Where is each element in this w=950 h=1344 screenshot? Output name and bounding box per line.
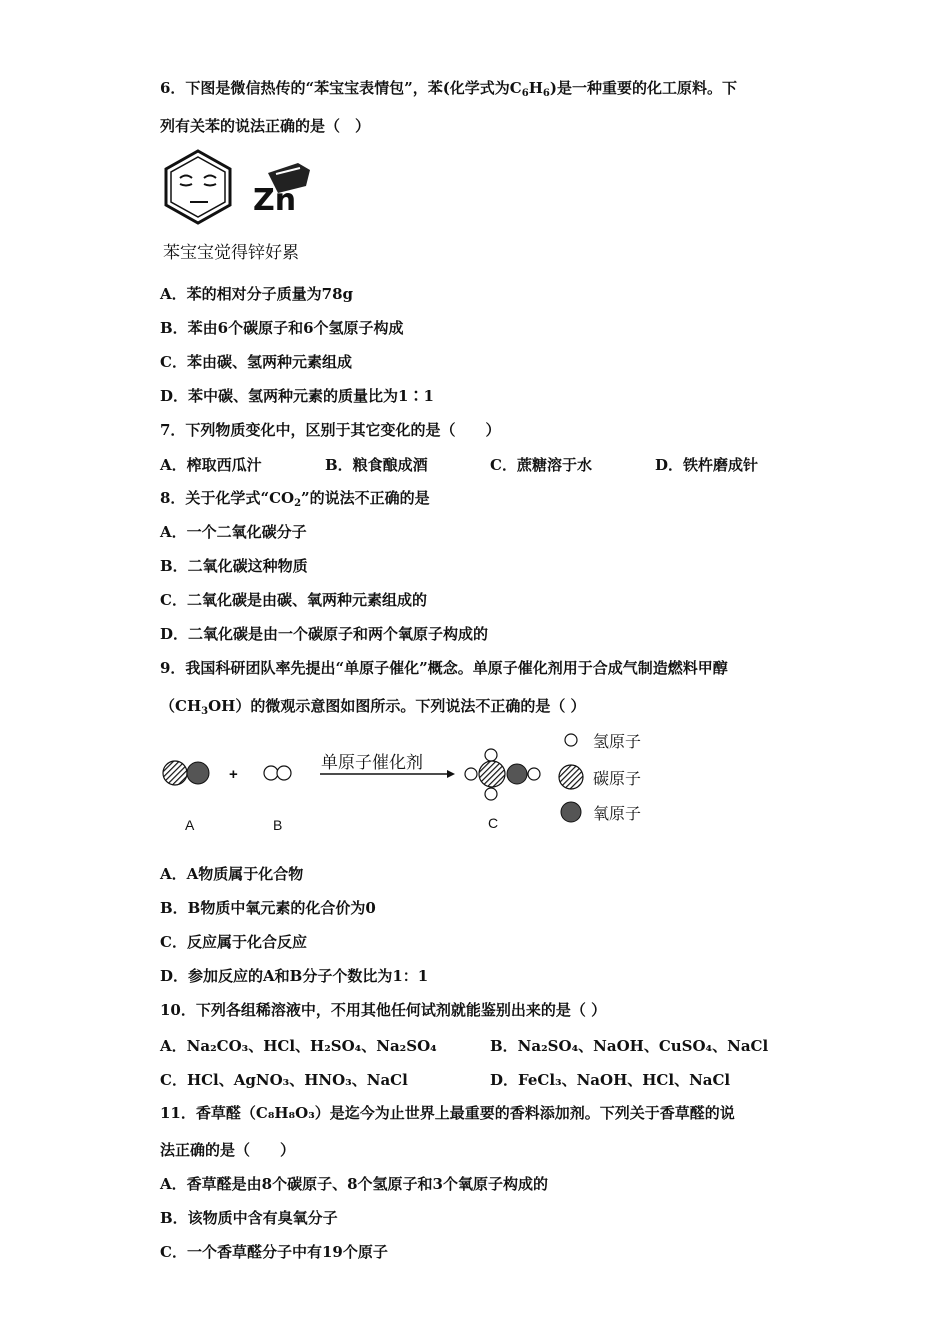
q11-option-a: A．香草醛是由8个碳原子、8个氢原子和3个氧原子构成的 bbox=[160, 1175, 548, 1193]
q11-stem-line1: 11．香草醛（C₈H₈O₃）是迄今为止世界上最重要的香料添加剂。下列关于香草醛的说 bbox=[160, 1104, 735, 1122]
q7-option-d: D．铁杵磨成针 bbox=[655, 456, 759, 474]
q7-option-c: C．蔗糖溶于水 bbox=[490, 456, 592, 474]
q8-option-d: D．二氧化碳是由一个碳原子和两个氧原子构成的 bbox=[160, 625, 489, 643]
q10-option-d: D．FeCl₃、NaOH、HCl、NaCl bbox=[490, 1071, 731, 1089]
q9-stem-line2: $(CH_3OH)$的微观示意图如图所示。下列说法不正确的是（ ） bbox=[160, 697, 586, 717]
reaction-diagram bbox=[155, 728, 675, 838]
molecule-c bbox=[465, 749, 540, 800]
q9-option-c: C．反应属于化合反应 bbox=[160, 933, 307, 951]
q10-option-b: B．Na₂SO₄、NaOH、CuSO₄、NaCl bbox=[490, 1037, 769, 1055]
legend bbox=[559, 732, 641, 823]
q8-option-b: B．二氧化碳这种物质 bbox=[160, 557, 308, 575]
benzene-meme-image bbox=[158, 148, 328, 240]
q6-formula: $C_6H_6$ bbox=[509, 79, 550, 99]
q8-stem: 8．关于化学式“$CO_2$”的说法不正确的是 bbox=[160, 489, 430, 509]
plus-sign: + bbox=[229, 766, 238, 783]
meme-caption: 苯宝宝觉得锌好累 bbox=[163, 243, 299, 263]
legend-hydrogen-icon bbox=[565, 734, 577, 746]
q10-option-c: C．HCl、AgNO₃、HNO₃、NaCl bbox=[160, 1071, 408, 1089]
legend-oxygen-label: 氧原子 bbox=[593, 804, 642, 823]
q11-option-b: B．该物质中含有臭氧分子 bbox=[160, 1209, 338, 1227]
q11-option-c: C．一个香草醛分子中有19个原子 bbox=[160, 1243, 388, 1261]
q8-option-a: A．一个二氧化碳分子 bbox=[160, 523, 307, 541]
q6-option-d: D．苯中碳、氢两种元素的质量比为1∶1 bbox=[160, 387, 434, 405]
legend-carbon-icon bbox=[559, 765, 583, 789]
label-c: C bbox=[488, 815, 499, 831]
arrow-label: 单原子催化剂 bbox=[321, 753, 423, 773]
q10-stem: 10．下列各组稀溶液中，不用其他任何试剂就能鉴别出来的是（ ） bbox=[160, 1001, 607, 1019]
q6-stem-line1 bbox=[160, 78, 737, 98]
q7-options bbox=[0, 454, 950, 476]
zinc-bed-icon bbox=[253, 163, 310, 218]
q10-options-row1 bbox=[0, 1035, 950, 1057]
q9-option-b: B．B物质中氧元素的化合价为0 bbox=[160, 899, 376, 917]
q6-option-a: A．苯的相对分子质量为78g bbox=[160, 285, 354, 303]
q9-option-d: D．参加反应的A和B分子个数比为1：1 bbox=[160, 967, 429, 985]
svg-text:Zn: Zn bbox=[253, 183, 297, 218]
q6-stem-part-b: )是一种重要的化工原料。下 bbox=[549, 79, 737, 97]
q6-stem-part-a: 6．下图是微信热传的“苯宝宝表情包”，苯(化学式为 bbox=[160, 79, 510, 97]
q6-option-c: C．苯由碳、氢两种元素组成 bbox=[160, 353, 352, 371]
q10-option-a: A．Na₂CO₃、HCl、H₂SO₄、Na₂SO₄ bbox=[160, 1037, 437, 1055]
q7-option-a: A．榨取西瓜汁 bbox=[160, 456, 262, 474]
label-b: B bbox=[273, 817, 283, 833]
molecule-b bbox=[264, 766, 291, 780]
q6-option-b: B．苯由6个碳原子和6个氢原子构成 bbox=[160, 319, 404, 337]
label-a: A bbox=[185, 817, 195, 833]
q10-options-row2 bbox=[0, 1069, 950, 1091]
legend-hydrogen-label: 氢原子 bbox=[593, 732, 642, 751]
legend-oxygen-icon bbox=[561, 802, 581, 822]
q9-stem-line1: 9．我国科研团队率先提出“单原子催化”概念。单原子催化剂用于合成气制造燃料甲醇 bbox=[160, 659, 728, 677]
q8-option-c: C．二氧化碳是由碳、氧两种元素组成的 bbox=[160, 591, 427, 609]
molecule-a bbox=[163, 761, 209, 785]
legend-carbon-label: 碳原子 bbox=[593, 769, 642, 788]
q11-stem-line2: 法正确的是（ ） bbox=[160, 1141, 296, 1159]
face-left-brow bbox=[180, 176, 192, 179]
q7-stem: 7．下列物质变化中，区别于其它变化的是（ ） bbox=[160, 421, 501, 439]
face-right-brow bbox=[204, 176, 216, 179]
benzene-hexagon bbox=[166, 151, 230, 223]
q9-option-a: A．A物质属于化合物 bbox=[160, 865, 304, 883]
q7-option-b: B．粮食酿成酒 bbox=[325, 456, 428, 474]
q6-stem-line2: 列有关苯的说法正确的是（ ） bbox=[160, 117, 371, 135]
